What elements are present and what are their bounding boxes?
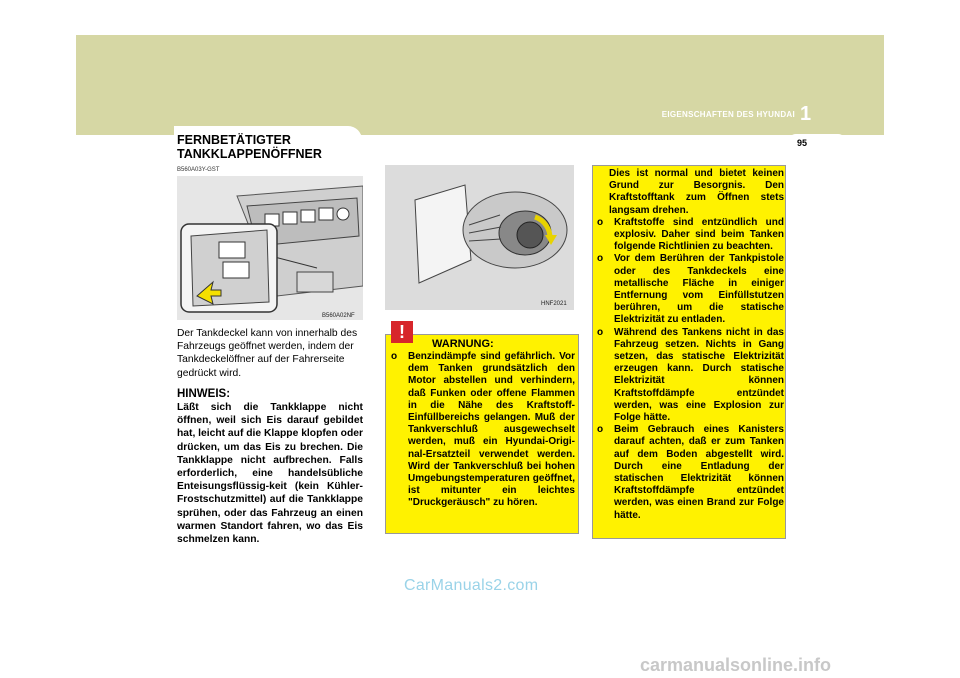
warning-title: WARNUNG: xyxy=(432,338,494,350)
list-item xyxy=(597,327,784,425)
page-number: 95 xyxy=(797,138,808,148)
list-item-text: Vor dem Berühren der Tankpistole oder des Tankdeckels eine metallische Fläche in einiger Entfernung vom Einfüllstutzen berühren, um die statische Elektrizität zu entladen. xyxy=(614,253,784,326)
note-heading: HINWEIS: xyxy=(177,387,231,400)
warning-badge-mark: ! xyxy=(399,322,405,342)
list-item xyxy=(597,217,784,254)
door-panel-figure xyxy=(177,176,363,320)
list-item-text: Während des Tankens nicht in das Fahrzeug setzen. Nichts in Gang setzen, das statische Elektrizität erzeugen kann. Durch statische Elektrizität können Kraftstoffdämpfe entzündet werden, was eine Explosion zur Folge hätte. xyxy=(614,326,784,424)
list-item-text: Kraftstoffe sind entzündlich und explosiv. Daher sind beim Tanken folgende Richtlinien zu beachten. xyxy=(614,216,784,253)
left-figure-caption: B560A02NF xyxy=(322,313,355,319)
chapter-number: 1 xyxy=(800,103,812,125)
warning-icon xyxy=(391,321,413,343)
fuel-door-figure xyxy=(385,165,574,310)
section-title xyxy=(177,133,367,161)
list-bullet: o xyxy=(597,424,604,436)
chapter-label: EIGENSCHAFTEN DES HYUNDAI xyxy=(661,110,795,119)
note-paragraph: Läßt sich die Tankklappe nicht öffnen, weil sich Eis darauf gebildet hat, leicht auf die Klappe klopfen oder drücken, um das Eis zu brechen. Die Tankklappe nicht aufbrechen. Falls erforderlich, eine handelsübliche Enteisungsflüssig-keit (kein Kühler-Frostschutzmittel) auf die Tankklappe sprühen, oder das Fahrzeug an einen warmen Standort fahren, wo das Eis schmelzen kann. xyxy=(177,402,363,546)
warning-item xyxy=(391,351,575,510)
list-item xyxy=(597,424,784,522)
section-code: B560A03Y-GST xyxy=(177,167,220,173)
header-band xyxy=(76,35,884,135)
warning-list xyxy=(391,351,575,510)
section-title-line2: TANKKLAPPENÖFFNER xyxy=(177,147,322,161)
right-figure-caption: HNF2021 xyxy=(541,301,567,307)
list-bullet: o xyxy=(597,253,604,265)
warning-continuation-list xyxy=(597,168,784,522)
intro-paragraph: Der Tankdeckel kann von innerhalb des Fahrzeugs geöffnet werden, indem der Tankdeckelöffner auf der Fahrerseite gedrückt wird. xyxy=(177,328,358,379)
list-item xyxy=(597,253,784,326)
list-item-text: Beim Gebrauch eines Kanisters darauf achten, daß er zum Tanken auf dem Boden abgestellt wird. Durch eine Entladung der statischen Elektrizität können Kraftstoffdämpfe entzündet werden, was einen Brand zur Folge hätte. xyxy=(614,424,784,521)
fuel-door-illustration xyxy=(385,165,574,310)
door-panel-illustration xyxy=(177,176,363,320)
carmanualsonline-watermark-link[interactable]: carmanualsonline.info xyxy=(640,655,832,675)
list-bullet: o xyxy=(391,351,398,362)
warning-item-text: Benzindämpfe sind gefährlich. Vor dem Tanken grundsätzlich den Motor abstellen und verhindern, daß Funken oder offene Flammen in die Nähe des Kraftstoff-Einfüllbereichs gelangen. Muß der Tankverschluß ausgewechselt werden, muß ein Hyundai-Origi-nal-Ersatzteil verwendet werden. Wird der Tankverschluß bei hohen Umgebungstemperaturen geöffnet, ist mitunter ein leichtes "Druckgeräusch" zu hören. xyxy=(408,351,575,509)
list-bullet: o xyxy=(597,326,604,338)
continuation-intro xyxy=(597,168,784,217)
carmanuals2-watermark-link[interactable]: CarManuals2.com xyxy=(404,577,539,594)
continuation-intro-text: Dies ist normal und bietet keinen Grund zur Besorgnis. Den Kraftstofftank zum Öffnen stets langsam drehen. xyxy=(609,168,784,216)
main-text-column xyxy=(177,327,363,546)
list-bullet: o xyxy=(597,216,604,228)
section-title-line1: FERNBETÄTIGTER xyxy=(177,133,291,147)
